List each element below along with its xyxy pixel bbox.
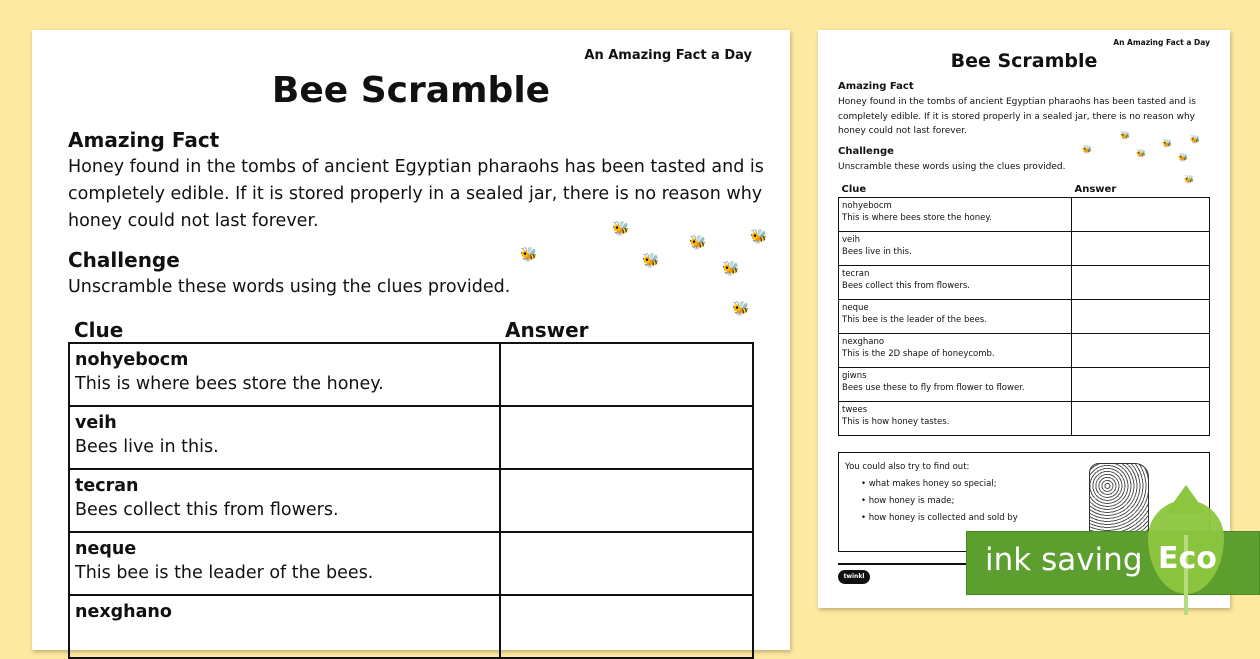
table-row xyxy=(839,197,1210,231)
answer-cell[interactable] xyxy=(1072,401,1210,435)
extra-item: • how honey is made; xyxy=(861,496,955,506)
col-clue: Clue xyxy=(841,184,867,195)
extra-item-text: what makes honey so special; xyxy=(868,479,997,489)
answer-cell[interactable] xyxy=(500,595,753,658)
ink-saving-label: ink saving xyxy=(985,542,1143,578)
answer-cell[interactable] xyxy=(500,532,753,595)
answer-cell[interactable] xyxy=(500,343,753,406)
scrambled-word: giwns xyxy=(842,370,867,381)
table-row xyxy=(839,367,1210,401)
answer-cell[interactable] xyxy=(1072,333,1210,367)
answer-cell[interactable] xyxy=(1072,197,1210,231)
clue: Bees collect this from flowers. xyxy=(75,500,339,520)
table-row xyxy=(839,299,1210,333)
table-row xyxy=(69,406,753,469)
fact-text: Honey found in the tombs of ancient Egyptian pharaohs has been tasted and is completely edible. If it is stored properly in a sealed jar, there is no reason why honey could not last forever. xyxy=(838,97,1196,136)
scrambled-word: neque xyxy=(842,302,869,313)
answer-cell[interactable] xyxy=(1072,265,1210,299)
clue: This is where bees store the honey. xyxy=(842,212,992,223)
table-row xyxy=(69,343,753,406)
col-clue: Clue xyxy=(74,318,124,342)
extra-item: • how honey is collected and sold by xyxy=(861,513,1018,523)
eco-label: Eco xyxy=(1158,541,1217,576)
fact-heading: Amazing Fact xyxy=(68,128,220,152)
table-row xyxy=(69,469,753,532)
extra-item: • what makes honey so special; xyxy=(861,479,997,489)
fact-text: Honey found in the tombs of ancient Egyptian pharaohs has been tasted and is completely edible. If it is stored properly in a sealed jar, there is no reason why honey could not last forever. xyxy=(68,157,764,231)
scrambled-word: nexghano xyxy=(842,336,885,347)
challenge-heading: Challenge xyxy=(68,248,180,272)
scrambled-word: tecran xyxy=(75,476,139,496)
scramble-table xyxy=(838,184,1210,436)
page-title: Bee Scramble xyxy=(271,70,551,111)
answer-cell[interactable] xyxy=(500,469,753,532)
page-title: Bee Scramble xyxy=(950,50,1098,72)
answer-cell[interactable] xyxy=(1072,367,1210,401)
fact-heading: Amazing Fact xyxy=(838,81,914,92)
challenge-text: Unscramble these words using the clues provided. xyxy=(68,277,511,297)
table-row xyxy=(839,333,1210,367)
clue: Bees live in this. xyxy=(842,246,912,257)
extra-item-text: how honey is collected and sold by xyxy=(868,513,1018,523)
scrambled-word: nohyebocm xyxy=(75,350,189,370)
clue: Bees use these to fly from flower to flower. xyxy=(842,382,1025,393)
scrambled-word: nohyebocm xyxy=(842,200,892,211)
scrambled-word: nexghano xyxy=(75,602,172,622)
scramble-table xyxy=(68,318,754,659)
clue: This bee is the leader of the bees. xyxy=(75,563,374,583)
col-answer: Answer xyxy=(1074,184,1117,195)
answer-cell[interactable] xyxy=(500,406,753,469)
answer-cell[interactable] xyxy=(1072,231,1210,265)
answer-cell[interactable] xyxy=(1072,299,1210,333)
challenge-text: Unscramble these words using the clues provided. xyxy=(838,162,1066,172)
scrambled-word: veih xyxy=(842,234,861,245)
table-row xyxy=(69,532,753,595)
col-answer: Answer xyxy=(505,318,589,342)
scrambled-word: tecran xyxy=(842,268,870,279)
table-row xyxy=(839,401,1210,435)
leaf-tip xyxy=(1166,485,1206,513)
twinkl-logo: twinkl xyxy=(838,570,870,584)
challenge-heading: Challenge xyxy=(838,146,894,157)
scrambled-word: twees xyxy=(842,404,868,415)
scrambled-word: veih xyxy=(75,413,117,433)
header-text: An Amazing Fact a Day xyxy=(1113,38,1210,47)
table-row xyxy=(69,595,753,658)
clue: This bee is the leader of the bees. xyxy=(842,314,987,325)
extra-item-text: how honey is made; xyxy=(868,496,955,506)
header-text: An Amazing Fact a Day xyxy=(584,48,752,63)
table-row xyxy=(839,231,1210,265)
worksheet-preview-large: An Amazing Fact a Day Bee Scramble Amazing Fact Honey found in the tombs of ancient Egyptian pharaohs has been tasted and is completely edible. If it is stored properly in a sealed jar, there is no reason why honey could not last forever. Challenge Unscramble these words using the clues provided. 🐝 🐝 🐝 🐝 🐝 🐝 🐝 Clue Answer nohyebocm This is where bees store the honey. veih Bees live in this. tecran Bees collect this from flowers. neque This bee is the leader of the bees. nexghano xyxy=(32,30,790,650)
table-row xyxy=(839,265,1210,299)
clue: This is where bees store the honey. xyxy=(75,374,384,394)
clue: This is how honey tastes. xyxy=(842,416,950,427)
extra-intro: You could also try to find out: xyxy=(845,462,970,472)
scrambled-word: neque xyxy=(75,539,137,559)
clue: This is the 2D shape of honeycomb. xyxy=(842,348,995,359)
honeycomb-illustration xyxy=(1089,463,1149,538)
clue: Bees live in this. xyxy=(75,437,219,457)
worksheet-preview-full: An Amazing Fact a Day Bee Scramble Amazing Fact Honey found in the tombs of ancient Egyptian pharaohs has been tasted and is completely edible. If it is stored properly in a sealed jar, there is no reason why honey could not last forever. Challenge Unscramble these words using the clues provided. 🐝 🐝 🐝 🐝 🐝 🐝 🐝 Clue Answer nohyebocm This is where bees store the honey. veih Bees live in this. tecran Bees collect this from flowers. neque This bee is the leader of the bees. nexghano This is the 2D shape of honeycomb. giwns Bees use these to fly from flower to flower. twees This is how honey tastes. You could also try to find out: • what makes honey so special; • how honey is made; • how honey is collected and sold by twinkl xyxy=(818,30,1230,608)
clue: Bees collect this from flowers. xyxy=(842,280,971,291)
